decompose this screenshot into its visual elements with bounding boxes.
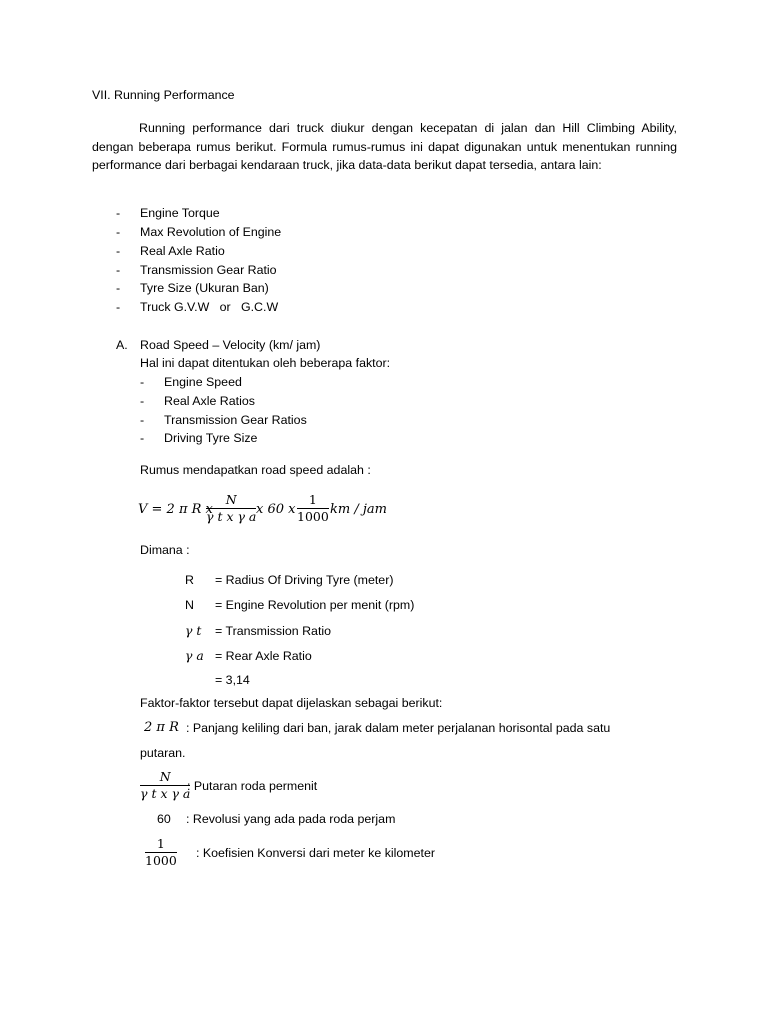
intro-paragraph-text: Running performance dari truck diukur dengan kecepatan di jalan dan Hill Climbing Ability, dengan beberapa rumus berikut. Formula rumus-rumus ini dapat digunakan untuk menentukan running performance dari berbagai kendaraan truck, jika data-data berikut dapat tersedia, antara lain:	[92, 121, 677, 173]
list-item: - Driving Tyre Size	[140, 431, 258, 445]
formula-intro: Rumus mendapatkan road speed adalah :	[140, 463, 371, 477]
formula-lhs: V = 2 π R x	[138, 502, 213, 517]
list-item: - Transmission Gear Ratio	[116, 263, 277, 277]
two-pi-r-symbol: 2 π R	[144, 720, 179, 735]
explain-intro: Faktor-faktor tersebut dapat dijelaskan sebagai berikut:	[140, 696, 443, 710]
formula-fraction-2: 1 1000	[297, 492, 329, 524]
section-title: VII. Running Performance	[92, 88, 235, 102]
where-label: Dimana :	[140, 543, 190, 557]
list-item: - Real Axle Ratio	[116, 244, 225, 258]
definition-row: N = Engine Revolution per menit (rpm)	[185, 598, 415, 612]
factors-intro: Hal ini dapat ditentukan oleh beberapa faktor:	[140, 356, 391, 370]
n-fraction-text: : Putaran roda permenit	[187, 779, 318, 793]
sixty-symbol: 60	[157, 812, 171, 826]
list-item: - Max Revolution of Engine	[116, 225, 282, 239]
subsection-title: Road Speed – Velocity (km/ jam)	[140, 338, 321, 352]
definition-row: γ a = Rear Axle Ratio	[185, 648, 312, 663]
sixty-text: : Revolusi yang ada pada roda perjam	[186, 812, 396, 826]
list-item: - Real Axle Ratios	[140, 394, 255, 408]
list-item: - Engine Speed	[140, 375, 242, 389]
list-item: - Tyre Size (Ukuran Ban)	[116, 281, 269, 295]
formula-mid: x 60 x	[256, 502, 296, 517]
n-fraction: N γ t x γ a	[140, 769, 191, 801]
list-item: - Engine Torque	[116, 206, 220, 220]
list-item: - Transmission Gear Ratios	[140, 413, 307, 427]
two-pi-r-continuation: putaran.	[140, 746, 186, 760]
definition-row: γ t = Transmission Ratio	[185, 623, 332, 638]
formula-fraction-1: N γ t x γ a	[206, 492, 257, 524]
definition-row: R = Radius Of Driving Tyre (meter)	[185, 573, 394, 587]
two-pi-r-text: : Panjang keliling dari ban, jarak dalam meter perjalanan horisontal pada satu	[186, 721, 611, 735]
intro-paragraph	[92, 119, 677, 175]
conversion-fraction: 1 1000	[145, 836, 177, 868]
conversion-text: : Koefisien Konversi dari meter ke kilometer	[196, 846, 435, 860]
subsection-marker: A.	[116, 338, 128, 352]
formula-unit: km / jam	[330, 502, 387, 517]
definition-row: = 3,14	[215, 673, 250, 687]
list-item: - Truck G.V.W or G.C.W	[116, 300, 279, 314]
